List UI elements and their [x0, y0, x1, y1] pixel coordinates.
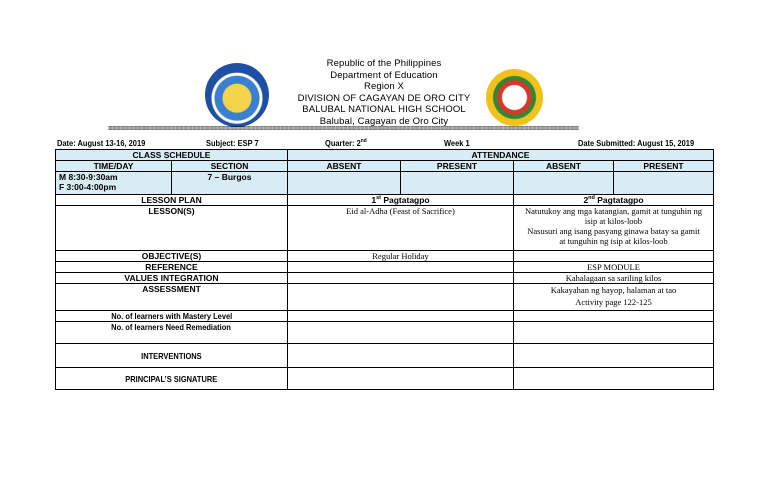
mastery-label-text: No. of learners with Mastery Level: [111, 311, 232, 321]
assessment-label: ASSESSMENT: [56, 284, 288, 311]
mastery-day2: [514, 311, 714, 322]
remediation-label-text: No. of learners Need Remediation: [111, 322, 232, 332]
lesson-day1: Eid al-Adha (Feast of Sacrifice): [288, 206, 514, 251]
assessment-day2-line-2: Activity page 122-125: [575, 297, 652, 307]
day1-sup: st: [376, 195, 381, 202]
principal-signature-label: [56, 368, 288, 390]
header-line-republic: Republic of the Philippines: [326, 58, 442, 69]
objectives-label: OBJECTIVE(S): [56, 251, 288, 262]
present-header-1: PRESENT: [401, 161, 514, 172]
mastery-day1: [288, 311, 514, 322]
absent-cell-2[interactable]: [514, 172, 614, 195]
header-line-division: DIVISION OF CAGAYAN DE ORO CITY: [297, 92, 471, 104]
meta-quarter: [325, 138, 367, 148]
lesson-plan-label: LESSON PLAN: [56, 195, 288, 206]
section-cell: 7 – Burgos: [172, 172, 288, 195]
assessment-day2-line-1: Kakayahan ng hayop, halaman at tao: [550, 285, 677, 295]
meta-date: Date: August 13-16, 2019: [57, 138, 146, 148]
meta-quarter-text: Quarter: 2: [325, 138, 361, 148]
document-header: [0, 58, 768, 127]
absent-header-1: ABSENT: [288, 161, 401, 172]
time-day-header: TIME/DAY: [56, 161, 172, 172]
meta-subject: Subject: ESP 7: [206, 138, 259, 148]
absent-header-2: ABSENT: [514, 161, 614, 172]
header-line-school: BALUBAL NATIONAL HIGH SCHOOL: [302, 104, 466, 115]
attendance-header: ATTENDANCE: [288, 150, 714, 161]
values-integration-label: VALUES INTEGRATION: [56, 273, 288, 284]
class-schedule-header: CLASS SCHEDULE: [56, 150, 288, 161]
absent-cell-1[interactable]: [288, 172, 401, 195]
present-cell-2[interactable]: [614, 172, 714, 195]
day1-num: 1: [371, 195, 377, 205]
lesson-day2-line-1: Natutukoy ang mga katangian, gamit at tunguhin ng: [524, 206, 703, 216]
interventions-label-text: INTERVENTIONS: [141, 350, 202, 361]
present-header-2: PRESENT: [614, 161, 714, 172]
remediation-day1: [288, 322, 514, 344]
principal-signature-label-text: PRINCIPAL’S SIGNATURE: [125, 373, 218, 384]
day2-label: Pagtatagpo: [594, 195, 644, 205]
meta-date-submitted: Date Submitted: August 15, 2019: [578, 138, 695, 148]
interventions-day1: [288, 344, 514, 368]
reference-day1: [288, 262, 514, 273]
section-header: SECTION: [172, 161, 288, 172]
lesson-plan-table: [55, 149, 714, 390]
day2-header: [514, 195, 714, 206]
header-line-department: Department of Education: [330, 69, 438, 81]
assessment-day2: [514, 284, 714, 311]
lessons-label: LESSON(S): [56, 206, 288, 251]
header-line-region: Region X: [364, 81, 404, 92]
objective-day1: Regular Holiday: [288, 251, 514, 262]
time-cell: [56, 172, 172, 195]
assessment-day1: [288, 284, 514, 311]
lesson-day2-line-3: Nasusuri ang isang pasyang ginawa batay sa gamit: [527, 226, 700, 236]
day1-header: [288, 195, 514, 206]
lesson-day2: [514, 206, 714, 251]
present-cell-1[interactable]: [401, 172, 514, 195]
day1-label: Pagtatagpo: [380, 195, 430, 205]
time-line-2: F 3:00-4:00pm: [59, 182, 117, 192]
reference-day2: ESP MODULE: [514, 262, 714, 273]
remediation-day2: [514, 322, 714, 344]
time-line-1: M 8:30-9:30am: [59, 172, 118, 182]
day2-sup: nd: [588, 195, 595, 202]
meta-quarter-sup: nd: [360, 138, 367, 145]
values-day1: [288, 273, 514, 284]
signature-day2: [514, 368, 714, 390]
remediation-label: [56, 322, 288, 344]
header-separator: ================================================================================================================: [108, 126, 579, 134]
day2-num: 2: [583, 195, 589, 205]
interventions-label: [56, 344, 288, 368]
mastery-label: [56, 311, 288, 322]
lesson-day2-line-4: at tunguhin ng isip at kilos-loob: [559, 236, 668, 246]
lesson-day2-line-2: isip at kilos-loob: [584, 216, 643, 226]
signature-day1: [288, 368, 514, 390]
meta-week: Week 1: [444, 138, 470, 148]
interventions-day2: [514, 344, 714, 368]
header-line-address: Balubal, Cagayan de Oro City: [319, 115, 449, 127]
reference-label: REFERENCE: [56, 262, 288, 273]
values-day2: Kahalagaan sa sariling kilos: [514, 273, 714, 284]
objective-day2: [514, 251, 714, 262]
